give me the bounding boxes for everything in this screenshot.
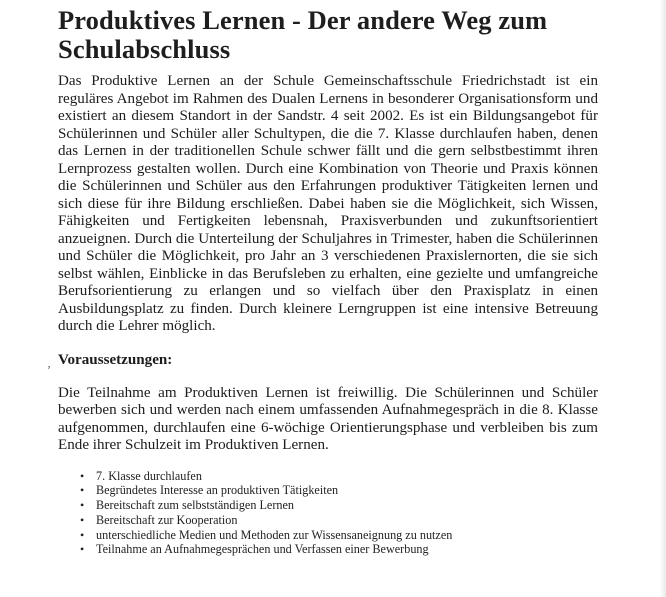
list-item [80,483,598,498]
list-item [80,469,598,484]
list-item-text: Bereitschaft zur Kooperation [96,512,238,527]
list-item-text: unterschiedliche Medien und Methoden zur Wissensaneignung zu nutzen [96,527,453,542]
bullet-icon: • [80,512,85,527]
list-item-text: 7. Klasse durchlaufen [96,468,202,483]
list-item-text: Teilnahme an Aufnahmegesprächen und Verfassen einer Bewerbung [96,542,429,557]
list-item [80,513,598,528]
list-item-text: Begründetes Interesse an produktiven Tätigkeiten [96,483,339,498]
list-item [80,528,598,543]
scan-mark: ʼ [47,363,51,377]
list-item [80,498,598,513]
document-body [58,6,598,557]
bullet-icon: • [80,498,85,513]
page-edge-shadow [660,0,666,597]
bullet-icon: • [80,483,85,498]
requirements-list [58,469,598,558]
list-item [80,542,598,557]
requirements-paragraph: Die Teilnahme am Produktiven Lernen ist freiwillig. Die Schülerinnen und Schüler bewerben sich und werden nach einem umfassenden Aufnahmegespräch in die 8. Klasse aufgenommen, durchlaufen eine 6-wöchige Orientierungsphase und verbleiben bis zum Ende ihrer Schulzeit im Produktiven Lernen. [58,384,598,453]
requirements-heading: Voraussetzungen: [58,351,173,368]
bullet-icon: • [80,468,85,483]
bullet-icon: • [80,542,85,557]
bullet-icon: • [80,527,85,542]
list-item-text: Bereitschaft zum selbstständigen Lernen [96,498,294,513]
intro-paragraph: Das Produktive Lernen an der Schule Gemeinschaftsschule Friedrichstadt ist ein reguläres Angebot im Rahmen des Dualen Lernens in besonderer Organisationsform und existiert an diesem Standort in der Sandstr. 4 seit 2002. Es ist ein Bildungsangebot für Schülerinnen und Schüler aller Schultypen, die die 7. Klasse durchlaufen haben, denen das Lernen in der traditionellen Schule schwer fällt und die gern selbstbestimmt ihren Lernprozess gestalten wollen. Durch eine Kombination von Theorie und Praxis können die Schülerinnen und Schüler aus den Erfahrungen produktiver Tätigkeiten lernen und sich diese für ihre Bildung erschließen. Dabei haben sie die Möglichkeit, sich Wissen, Fähigkeiten und Fertigkeiten lebensnah, Praxisverbunden und zukunftsorientiert anzueignen. Durch die Unterteilung der Schuljahres in Trimester, haben die Schülerinnen und Schüler die Möglichkeit, pro Jahr an 3 verschiedenen Praxislernorten, die sie sich selbst wählen, Einblicke in das Berufsleben zu erhalten, eine gezielte und umfangreiche Berufsorientierung zu erlangen und so vielfach über den Praxisplatz in einen Ausbildungsplatz zu finden. Durch kleinere Lerngruppen ist eine intensive Betreuung durch die Lehrer möglich. [58,73,598,334]
page-title: Produktives Lernen - Der andere Weg zum Schulabschluss [58,5,548,64]
